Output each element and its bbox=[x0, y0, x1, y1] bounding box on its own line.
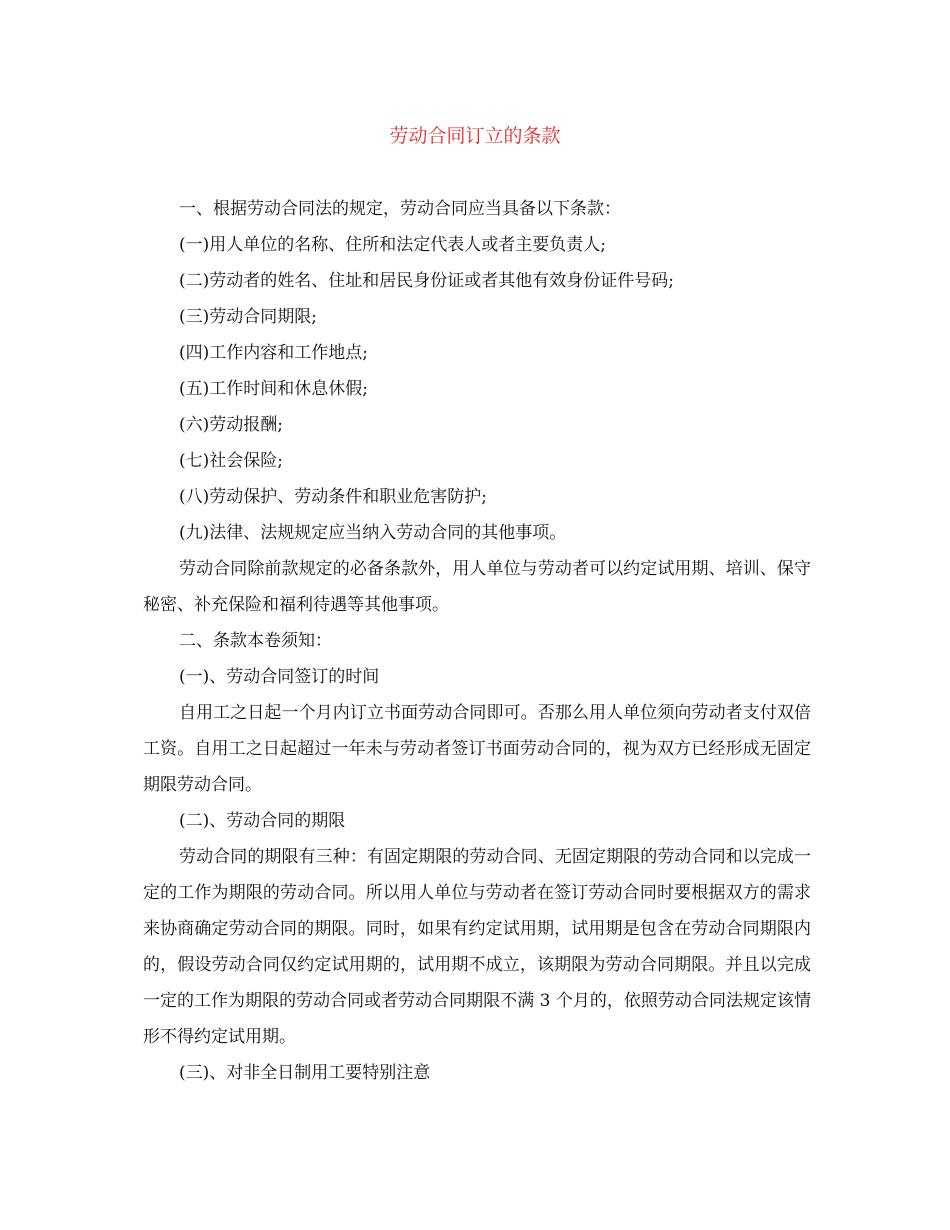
clause-item: (二)劳动者的姓名、住址和居民身份证或者其他有效身份证件号码; bbox=[179, 271, 674, 291]
subsection-heading: (一)、劳动合同签订的时间 bbox=[179, 667, 380, 687]
clause-item: (三)劳动合同期限; bbox=[179, 307, 317, 327]
clause-item: (五)工作时间和休息休假; bbox=[179, 379, 368, 399]
body-paragraph: 自用工之日起一个月内订立书面劳动合同即可。否那么用人单位须向劳动者支付双倍工资。自用工之日起超过一年未与劳动者签订书面劳动合同的，视为双方已经形成无固定期限劳动合同。 bbox=[143, 703, 811, 795]
clause-item: (八)劳动保护、劳动条件和职业危害防护; bbox=[179, 487, 487, 507]
subsection-heading: (三)、对非全日制用工要特别注意 bbox=[179, 1063, 431, 1083]
clause-item: (六)劳动报酬; bbox=[179, 415, 283, 435]
body-paragraph: 劳动合同除前款规定的必备条款外，用人单位与劳动者可以约定试用期、培训、保守秘密、补充保险和福利待遇等其他事项。 bbox=[143, 559, 811, 615]
clause-item: (四)工作内容和工作地点; bbox=[179, 343, 368, 363]
body-paragraph: 劳动合同的期限有三种：有固定期限的劳动合同、无固定期限的劳动合同和以完成一定的工作为期限的劳动合同。所以用人单位与劳动者在签订劳动合同时要根据双方的需求来协商确定劳动合同的期限。同时，如果有约定试用期，试用期是包含在劳动合同期限内的，假设劳动合同仅约定试用期的，试用期不成立，该期限为劳动合同期限。并且以完成一定的工作为期限的劳动合同或者劳动合同期限不满 3 个月的，依照劳动合同法规定该情形不得约定试用期。 bbox=[143, 847, 811, 1047]
clause-item: (九)法律、法规规定应当纳入劳动合同的其他事项。 bbox=[179, 523, 567, 543]
document-body bbox=[143, 191, 811, 1091]
clause-item: (一)用人单位的名称、住所和法定代表人或者主要负责人; bbox=[179, 235, 606, 255]
clause-item: (七)社会保险; bbox=[179, 451, 283, 471]
document-title: 劳动合同订立的条款 bbox=[389, 125, 561, 147]
section-one-heading: 一、根据劳动合同法的规定，劳动合同应当具备以下条款： bbox=[179, 199, 621, 219]
subsection-heading: (二)、劳动合同的期限 bbox=[179, 811, 346, 831]
section-two-heading: 二、条款本卷须知： bbox=[179, 631, 332, 651]
